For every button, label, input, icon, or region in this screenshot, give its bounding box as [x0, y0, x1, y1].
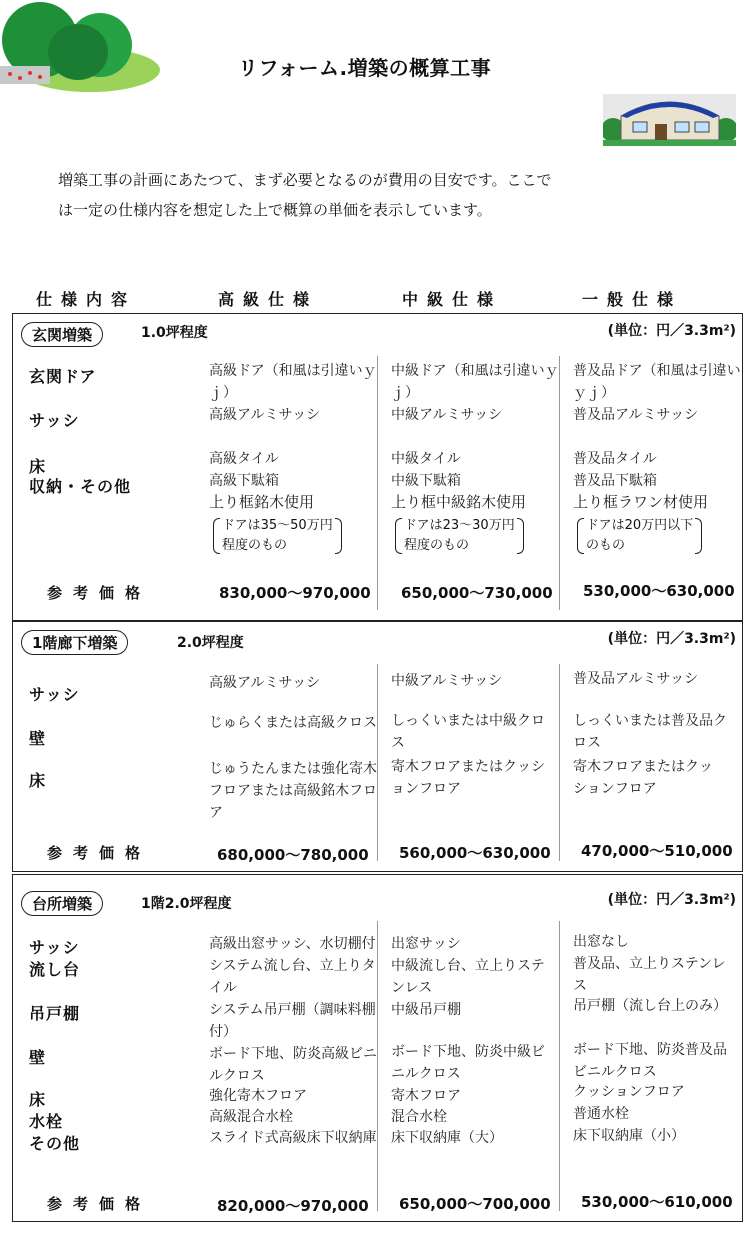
mid-other: 床下収納庫（大） — [391, 1130, 503, 1146]
std-note-line-1: ドアは20万円以下 — [586, 518, 694, 533]
mid-sash: 中級アルミサッシ — [391, 407, 503, 423]
high-note-line-2: 程度のもの — [222, 538, 288, 553]
label-sash: サッシ — [29, 685, 80, 704]
section-tag: 1階廊下増築 — [21, 630, 128, 655]
green-hills-illustration — [0, 0, 160, 95]
std-wall: しっくいまたは普及品クロス — [573, 713, 727, 751]
high-floor: 強化寄木フロア — [209, 1088, 307, 1104]
std-note-line-2: のもの — [586, 538, 626, 553]
unit-label: (単位：円／3.3m²) — [607, 631, 736, 647]
std-faucet: 普通水栓 — [573, 1106, 629, 1122]
label-floor: 床 — [29, 457, 47, 476]
high-door: 高級ドア（和風は引違いｙｊ） — [209, 363, 377, 401]
std-door-note — [577, 516, 702, 556]
std-tile: 普及品タイル — [573, 451, 657, 467]
mid-door-note — [395, 516, 524, 556]
label-wall: 壁 — [29, 1048, 47, 1067]
header-high-grade: 高級仕様 — [218, 290, 319, 309]
price-standard: 530,000～630,000 — [583, 582, 735, 600]
std-wall: ボード下地、防炎普及品ビニルクロス — [573, 1042, 727, 1080]
header-spec-content: 仕様内容 — [36, 290, 137, 309]
price-high: 680,000～780,000 — [217, 846, 369, 864]
mid-wall: しっくいまたは中級クロス — [391, 713, 545, 751]
label-storage-other: 収納・その他 — [29, 477, 132, 496]
intro-line-1: 増築工事の計画にあたつて、まず必要となるのが費用の目安です。ここで — [58, 171, 552, 189]
mid-note-line-2: 程度のもの — [404, 538, 470, 553]
section-corridor — [12, 621, 743, 872]
reference-price-label: 参考価格 — [47, 584, 152, 602]
page-title: リフォーム.増築の概算工事 — [238, 56, 492, 80]
reference-price-label: 参考価格 — [47, 1195, 152, 1213]
mid-floor: 寄木フロアまたはクッションフロア — [391, 759, 545, 797]
mid-shoebox: 中級下駄箱 — [391, 473, 461, 489]
mid-step: 上り框中級銘木使用 — [391, 493, 527, 511]
price-standard: 470,000～510,000 — [581, 842, 733, 860]
price-standard: 530,000～610,000 — [581, 1193, 733, 1211]
high-wall: じゅらくまたは高級クロス — [209, 715, 377, 731]
unit-label: (単位：円／3.3m²) — [607, 323, 736, 339]
std-sash: 普及品アルミサッシ — [573, 407, 699, 423]
high-wall-cabinet: システム吊戸棚（調味料棚付） — [209, 1002, 376, 1040]
std-sink: 普及品、立上りステンレス — [573, 956, 726, 994]
std-wall-cabinet: 吊戸棚（流し台上のみ） — [573, 998, 727, 1014]
label-entrance-door: 玄関ドア — [29, 367, 97, 386]
std-shoebox: 普及品下駄箱 — [573, 473, 657, 489]
mid-tile: 中級タイル — [391, 451, 461, 467]
house-illustration — [603, 94, 736, 146]
std-floor: 寄木フロアまたはクッションフロア — [573, 759, 713, 797]
mid-sash: 出窓サッシ — [391, 936, 461, 952]
std-door: 普及品ドア（和風は引違いｙｊ） — [573, 363, 741, 401]
high-floor: じゅうたんまたは強化寄木フロアまたは高級銘木フロア — [209, 761, 377, 821]
price-mid: 650,000～700,000 — [399, 1195, 551, 1213]
section-tag: 玄関増築 — [21, 322, 103, 347]
mid-wall: ボード下地、防炎中級ビニルクロス — [391, 1044, 545, 1082]
label-floor: 床 — [29, 1090, 47, 1109]
mid-wall-cabinet: 中級吊戸棚 — [391, 1002, 461, 1018]
section-scope: 1.0坪程度 — [141, 325, 208, 341]
high-faucet: 高級混合水栓 — [209, 1109, 293, 1125]
section-tag: 台所増築 — [21, 891, 103, 916]
high-note-line-1: ドアは35～50万円 — [222, 518, 333, 533]
label-sash: サッシ — [29, 938, 80, 957]
reference-price-label: 参考価格 — [47, 844, 152, 862]
mid-door: 中級ドア（和風は引違いｙｊ） — [391, 363, 559, 401]
label-other: その他 — [29, 1134, 81, 1153]
high-tile: 高級タイル — [209, 451, 279, 467]
std-sash: 出窓なし — [573, 934, 629, 950]
price-mid: 650,000～730,000 — [401, 584, 553, 602]
intro-line-2: は一定の仕様内容を想定した上で概算の単価を表示しています。 — [58, 201, 492, 219]
high-sash: 高級アルミサッシ — [209, 675, 321, 691]
section-scope: 2.0坪程度 — [177, 635, 244, 651]
unit-label: (単位：円／3.3m²) — [607, 892, 736, 908]
label-sash: サッシ — [29, 411, 80, 430]
mid-sash: 中級アルミサッシ — [391, 673, 503, 689]
mid-floor: 寄木フロア — [391, 1088, 461, 1104]
header-mid-grade: 中級仕様 — [402, 290, 503, 309]
price-high: 830,000～970,000 — [219, 584, 371, 602]
section-scope: 1階2.0坪程度 — [141, 896, 232, 912]
mid-note-line-1: ドアは23～30万円 — [404, 518, 515, 533]
price-mid: 560,000～630,000 — [399, 844, 551, 862]
std-other: 床下収納庫（小） — [573, 1128, 685, 1144]
high-step: 上り框銘木使用 — [209, 493, 315, 511]
std-floor: クッションフロア — [573, 1084, 685, 1100]
mid-sink: 中級流し台、立上りステンレス — [391, 958, 545, 996]
high-other: スライド式高級床下収納庫 — [209, 1130, 377, 1146]
label-sink: 流し台 — [29, 960, 81, 979]
high-sash: 高級アルミサッシ — [209, 407, 321, 423]
header-standard-grade: 一般仕様 — [582, 290, 683, 309]
label-wall: 壁 — [29, 729, 47, 748]
high-shoebox: 高級下駄箱 — [209, 473, 279, 489]
high-sash-sink: 高級出窓サッシ、水切棚付システム流し台、立上りタイル — [209, 936, 376, 996]
section-entrance — [12, 313, 743, 621]
label-wall-cabinet: 吊戸棚 — [29, 1004, 81, 1023]
mid-faucet: 混合水栓 — [391, 1109, 447, 1125]
label-faucet: 水栓 — [29, 1112, 64, 1131]
high-door-note — [213, 516, 342, 556]
section-kitchen — [12, 874, 743, 1222]
label-floor: 床 — [29, 771, 47, 790]
std-sash: 普及品アルミサッシ — [573, 671, 699, 687]
std-step: 上り框ラワン材使用 — [573, 493, 709, 511]
high-wall: ボード下地、防炎高級ビニルクロス — [209, 1046, 377, 1084]
price-high: 820,000～970,000 — [217, 1197, 369, 1215]
